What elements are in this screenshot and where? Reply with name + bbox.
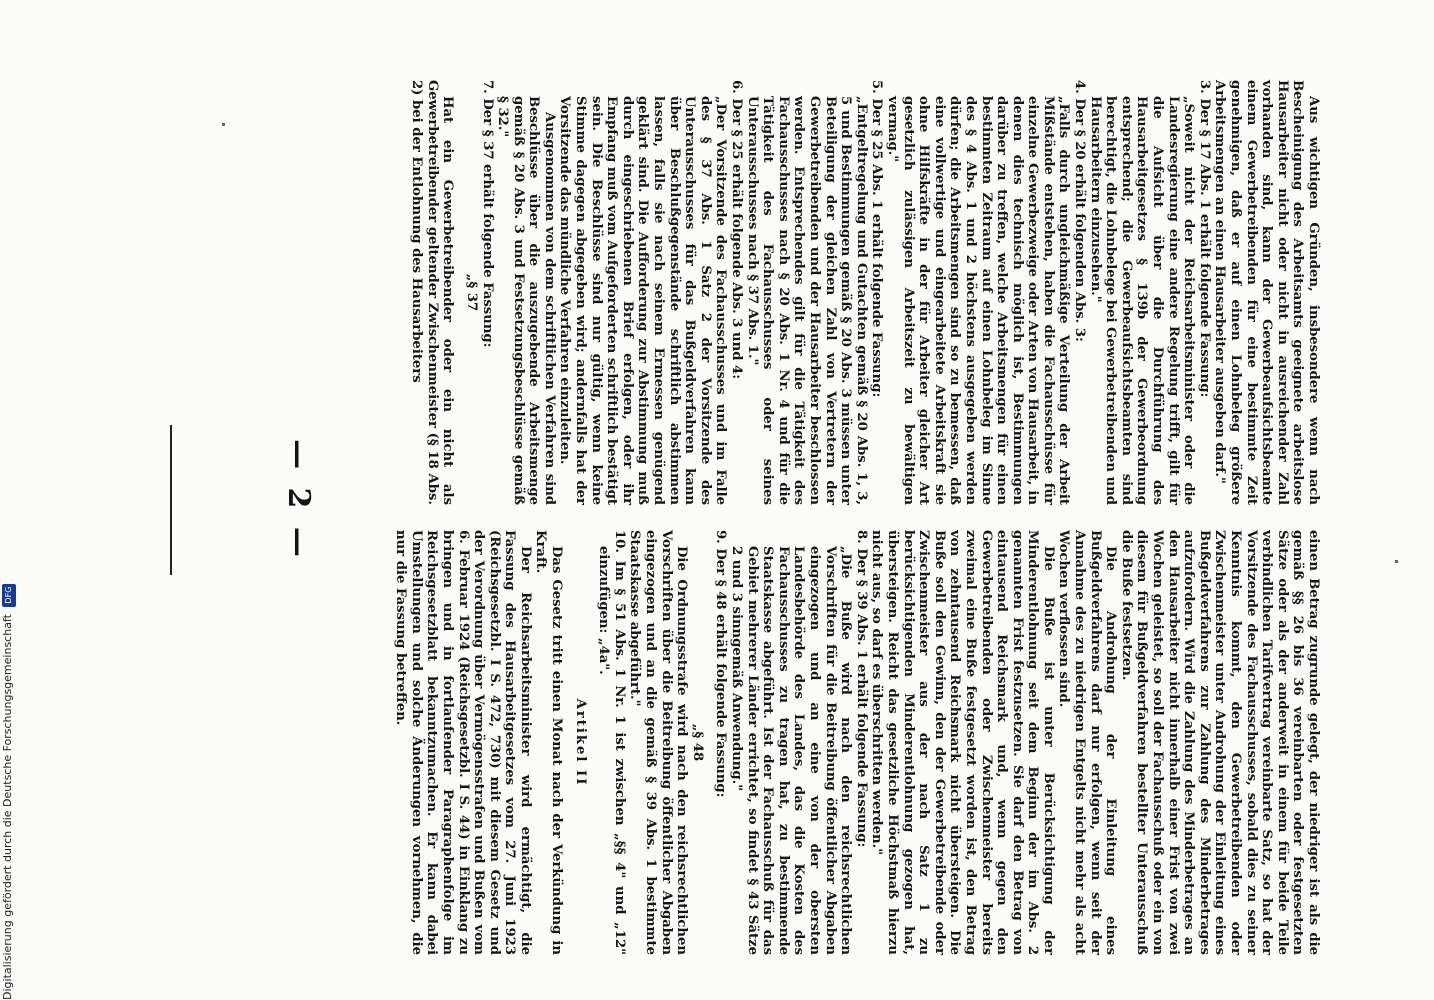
left-column (409, 80, 1321, 505)
item-5-heading: 5. Der § 25 Abs. 1 erhält folgende Fassung: (869, 80, 885, 398)
separator-rule (170, 425, 172, 575)
dfg-logo: DFG (2, 584, 16, 607)
paragraph: Aus wichtigen Gründen, insbesondere wenn nach Bescheinigung des Arbeitsamts geeignete arbeitslose Hausarbeiter nicht oder nicht in ausreichender Zahl vorhanden sind, kann der Gewerbeaufsichtsbeamte einem Gewerbetreibenden für eine bestimmte Zeit genehmigen, daß er auf einen Lohnbeleg größere Arbeitsmengen an einen Hausarbeiter ausgeben darf." (1212, 80, 1321, 505)
right-column (393, 530, 1321, 955)
final-paragraph: Der Reichsarbeitsminister wird ermächtigt, die Fassung des Hausarbeitgesetzes vom 27. Juni 1923 (Reichsgesetzbl. I S. 472, 730) mit diesem Gesetz und der Verordnung über Vermögensstrafen und Bußen vom 6. Februar 1924 (Reichsgesetzbl. I S. 44) in Einklang zu bringen und in fortlaufender Paragraphenfolge im Reichsgesetzblatt bekanntzumachen. Er kann dabei Umstellungen und solche Änderungen vornehmen, die nur die Fassung betreffen. (393, 530, 533, 955)
item-9-heading: 9. Der § 48 erhält folgende Fassung: (713, 530, 729, 798)
scan-speck (1395, 560, 1398, 563)
item-9-paragraph-mark: „§ 48 (689, 723, 705, 762)
article-2-heading: Artikel II (572, 698, 588, 787)
digitization-text: Digitalisierung gefördert durch die Deutsche Forschungsgemeinschaft (1, 614, 14, 1000)
item-6-text-2: Ausgenommen von dem schriftlichen Verfahren sind Beschlüsse über die auszugebende Arbeitsmenge gemäß § 20 Abs. 3 und Festsetzungsbeschlüsse gemäß § 32." (495, 96, 557, 505)
scan-speck (222, 123, 225, 126)
article-2-text: Das Gesetz tritt einen Monat nach der Verkündung in Kraft. (533, 530, 565, 955)
item-7-text: Hat ein Gewerbetreibender oder ein nicht als Gewerbetreibender geltender Zwischenmeister (§ 18 Abs. 2) bei der Entlohnung des Hausarbeiters (409, 80, 456, 505)
item-7-heading: 7. Der § 37 erhält folgende Fassung: (479, 80, 495, 348)
item-9-text: Die Ordnungsstrafe wird nach den reichsrechtlichen Vorschriften über die Beitreibung öffentlicher Abgaben eingezogen und an die gemäß § 39 Abs. 1 bestimmte Staatskasse abgeführt." (627, 530, 690, 955)
item-6-heading: 6. Der § 25 erhält folgende Abs. 3 und 4: (729, 80, 745, 380)
item-3-text: „Soweit nicht der Reichsarbeitsminister oder die Landesregierung eine andere Regelung trifft, gilt für die Aufsicht über die Durchführung des Hausarbeitgesetzes § 139b der Gewerbeordnung entsprechend; die Gewerbeaufsichtsbeamten sind berechtigt, die Lohnbelege bei Gewerbetreibenden und Hausarbeitern einzusehen." (1087, 96, 1197, 505)
paragraph: Die Androhung der Einleitung eines Bußgeldverfahrens darf nur erfolgen, wenn seit der Annahme des zu niedrigen Entgelts nicht mehr als acht Wochen verflossen sind. (1056, 530, 1119, 955)
item-6-text: „Der Vorsitzende des Fachausschusses und im Falle des § 37 Abs. 1 Satz 2 der Vorsitzende des Unterausschusses für das Bußgeldverfahren kann über Beschlußgegenstände schriftlich abstimmen lassen, falls sie nach seinem Ermessen genügend geklärt sind. Die Aufforderung zur Abstimmung muß durch eingeschriebenen Brief erfolgen, oder ihr Empfang muß vom Aufgeforderten schriftlich bestätigt sein. Die Beschlüsse sind nur gültig, wenn keine Stimme dagegen abgegeben wird; andernfalls hat der Vorsitzende das mündliche Verfahren einzuleiten. (557, 96, 729, 505)
item-8-text: „Die Buße wird nach den reichsrechtlichen Vorschriften für die Beitreibung öffentlicher Abgaben eingezogen und an eine von der obersten Landesbehörde des Landes, das die Kosten des Fachausschusses zu tragen hat, zu bestimmende Staatskasse abgeführt. Ist der Fachausschuß für das Gebiet mehrerer Länder errichtet, so findet § 43 Sätze 2 und 3 sinngemäß Anwendung." (729, 546, 854, 955)
digitization-note (1, 0, 15, 1000)
item-4-text: „Falls durch ungleichmäßige Verteilung der Arbeit Mißstände entstehen, haben die Fachausschüsse für einzelne Gewerbezweige oder Arten von Hausarbeit, in denen dies technisch möglich ist, Bestimmungen darüber zu treffen, welche Arbeitsmengen für einen bestimmten Zeitraum auf einen Lohnbeleg im Sinne des § 4 Abs. 1 und 2 höchstens ausgegeben werden dürfen; die Arbeitsmengen sind so zu bemessen, daß eine vollwertige und eingearbeitete Arbeitskraft sie ohne Hilfskräfte in der für Arbeiter gleicher Art gesetzlich zulässigen Arbeitszeit zu bewältigen vermag." (884, 96, 1072, 505)
paragraph: Die Buße ist unter Berücksichtigung der Minderentlohnung seit dem Beginn der im Abs. 2 genannten Frist festzusetzen. Sie darf den Betrag von eintausend Reichsmark und, wenn gegen den Gewerbetreibenden oder Zwischenmeister bereits zweimal eine Buße festgesetzt worden ist, den Betrag von zehntausend Reichsmark nicht übersteigen. Die Buße soll den Gewinn, den der Gewerbetreibende oder Zwischenmeister aus der nach Satz 1 zu berücksichtigenden Minderentlohnung gezogen hat, übersteigen. Reicht das gesetzliche Höchstmaß hierzu nicht aus, so darf es überschritten werden." (869, 530, 1056, 955)
paragraph: einen Betrag zugrunde gelegt, der niedriger ist als die gemäß §§ 26 bis 36 vereinbarten oder festgesetzten Sätze oder als der anderweit in einem für beide Teile verbindlichen Tarifvertrag vereinbarte Satz, so hat der Vorsitzende des Fachausschusses, sobald dies zu seiner Kenntnis kommt, den Gewerbetreibenden oder Zwischenmeister unter Androhung der Einleitung eines Bußgeldverfahrens zur Zahlung des Minderbetrages aufzufordern. Wird die Zahlung des Minderbetrages an den Hausarbeiter nicht innerhalb einer Frist von zwei Wochen geleistet, so soll der Fachausschuß oder ein von diesem für Bußgeldverfahren bestellter Unterausschuß die Buße festsetzen. (1118, 530, 1321, 955)
item-10: 10. Im § 51 Abs. 1 Nr. 1 ist zwischen „§§ 4" und „12" einzufügen: „4a". (596, 530, 627, 955)
item-8-heading: 8. Der § 39 Abs. 1 erhält folgende Fassung: (853, 530, 869, 848)
item-7-paragraph-mark: „§ 37 (463, 273, 479, 312)
item-3-heading: 3. Der § 17 Abs. 1 erhält folgende Fassung: (1196, 80, 1212, 398)
page-number: — 2 — (281, 439, 316, 561)
item-5-text: „Entgeltregelung und Gutachten gemäß § 20 Abs. 1, 3, 5 und Bestimmungen gemäß § 20 Abs. 3 müssen unter Beteiligung der gleichen Zahl von Vertretern der Gewerbetreibenden und der Hausarbeiter beschlossen werden. Entsprechendes gilt für die Tätigkeit des Fachausschusses nach § 20 Abs. 1 Nr. 4 und für die Tätigkeit des Fachausschusses oder seines Unterausschusses nach § 37 Abs. 1." (744, 96, 869, 505)
item-4-heading: 4. Der § 20 erhält folgenden Abs. 3: (1072, 80, 1088, 342)
